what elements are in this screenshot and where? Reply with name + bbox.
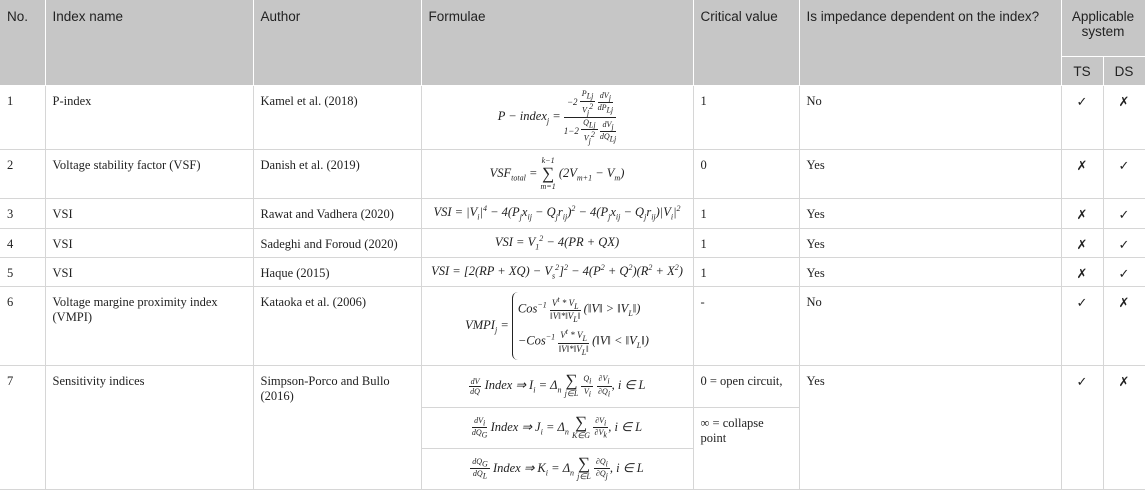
cell-index-name: Voltage stability factor (VSF) xyxy=(45,149,253,198)
cell-ds: ✓ xyxy=(1103,228,1145,257)
cell-no: 2 xyxy=(0,149,45,198)
header-applicable-system: Applicable system xyxy=(1061,0,1145,57)
cell-no: 5 xyxy=(0,257,45,286)
cell-index-name: Voltage margine proximity index (VMPI) xyxy=(45,286,253,365)
cell-ts: ✗ xyxy=(1061,257,1103,286)
cell-critical-value: 0 = open circuit, xyxy=(693,365,799,407)
header-critical-value: Critical value xyxy=(693,0,799,86)
table-row xyxy=(0,286,1145,365)
cell-no: 6 xyxy=(0,286,45,365)
cell-impedance: Yes xyxy=(799,365,1061,489)
cell-critical-value: 1 xyxy=(693,198,799,228)
table-row xyxy=(0,365,1145,407)
cell-critical-value: 1 xyxy=(693,228,799,257)
header-ds: DS xyxy=(1103,57,1145,86)
cell-ts: ✗ xyxy=(1061,149,1103,198)
header-no: No. xyxy=(0,0,45,86)
cell-author: Kamel et al. (2018) xyxy=(253,86,421,150)
cell-impedance: Yes xyxy=(799,198,1061,228)
cell-critical-value: - xyxy=(693,286,799,365)
cell-author: Danish et al. (2019) xyxy=(253,149,421,198)
cell-critical-value-2: ∞ = collapse point xyxy=(693,407,799,489)
formula-vmpi: $VMPI_j$ = Cos$^{-1}$ $\frac{V^t * V_L}{‖V‖*‖V_L‖}$ (‖V‖ > $‖V_L‖$) −Cos$^{-1}$ $\frac{V^t * V_L}{‖V‖*‖V_L‖}$ (‖V‖ < $‖V_L‖$) xyxy=(421,286,693,365)
cell-impedance: No xyxy=(799,86,1061,150)
cell-no: 7 xyxy=(0,365,45,489)
cell-index-name: VSI xyxy=(45,198,253,228)
cell-ts: ✓ xyxy=(1061,286,1103,365)
header-index-name: Index name xyxy=(45,0,253,86)
cell-ts: ✗ xyxy=(1061,198,1103,228)
cell-ds: ✓ xyxy=(1103,198,1145,228)
cell-ts: ✓ xyxy=(1061,365,1103,489)
cell-ds: ✗ xyxy=(1103,365,1145,489)
table-row xyxy=(0,86,1145,150)
cell-ds: ✓ xyxy=(1103,149,1145,198)
cell-index-name: VSI xyxy=(45,228,253,257)
cell-ds: ✗ xyxy=(1103,286,1145,365)
cell-critical-value: 1 xyxy=(693,86,799,150)
cell-author: Kataoka et al. (2006) xyxy=(253,286,421,365)
cell-ts: ✗ xyxy=(1061,228,1103,257)
cell-critical-value: 1 xyxy=(693,257,799,286)
cell-no: 3 xyxy=(0,198,45,228)
cell-no: 1 xyxy=(0,86,45,150)
table-row xyxy=(0,198,1145,228)
cell-ts: ✓ xyxy=(1061,86,1103,150)
cell-index-name: P-index xyxy=(45,86,253,150)
cell-impedance: Yes xyxy=(799,149,1061,198)
cell-critical-value: 0 xyxy=(693,149,799,198)
cell-author: Rawat and Vadhera (2020) xyxy=(253,198,421,228)
cell-index-name: Sensitivity indices xyxy=(45,365,253,489)
formula-sensitivity-k: $\frac{dQ_G}{dQ_L}$ Index ⇒ $K_i = \Delta_n$ ∑ j∈L $\frac{\partial Q_i}{\partial Q_j}$ , i ∈ L xyxy=(421,448,693,489)
table-row xyxy=(0,257,1145,286)
header-impedance: Is impedance dependent on the index? xyxy=(799,0,1061,86)
table-row xyxy=(0,149,1145,198)
formula-vsi-rawat: VSI = $|V_i|^4 - 4(P_jx_{ij} - Q_jr_{ij})^2 - 4(P_jx_{ij} - Q_jr_{ij})|V_i|^2$ xyxy=(421,198,693,228)
cell-impedance: Yes xyxy=(799,257,1061,286)
header-ts: TS xyxy=(1061,57,1103,86)
cell-impedance: Yes xyxy=(799,228,1061,257)
cell-impedance: No xyxy=(799,286,1061,365)
cell-ds: ✗ xyxy=(1103,86,1145,150)
formula-sensitivity-i: $\frac{dV}{dQ}$ Index ⇒ $I_i = \Delta_n$ ∑ j∈L $\frac{Q_i}{V_i}$ $\frac{\partial V_i}{\partial Q_i}$ , i ∈ L xyxy=(421,365,693,407)
cell-author: Simpson-Porco and Bullo (2016) xyxy=(253,365,421,489)
formula-sensitivity-j: $\frac{dV_i}{dQ_G}$ Index ⇒ $J_i = \Delta_n$ ∑ K∈G $\frac{\partial V_i}{\partial V_k}$ , i ∈ L xyxy=(421,407,693,448)
formula-vsf: $VSF_{total} = k-1$ ∑ m=1 $(2V_{m+1} - V_m)$ xyxy=(421,149,693,198)
cell-author: Sadeghi and Foroud (2020) xyxy=(253,228,421,257)
formula-p-index: P − index$_j$ = −2 $\frac{P_{Lj}}{V_j^2}$ $\frac{dV_j}{dP_{Lj}}$ 1−2 $\frac{Q_{Lj}}{V_j^2}$ $\frac{dV_j}{dQ_{Lj}}$ xyxy=(421,86,693,150)
header-author: Author xyxy=(253,0,421,86)
table-row xyxy=(0,228,1145,257)
cell-no: 4 xyxy=(0,228,45,257)
cell-ds: ✓ xyxy=(1103,257,1145,286)
cell-index-name: VSI xyxy=(45,257,253,286)
header-formulae: Formulae xyxy=(421,0,693,86)
cell-author: Haque (2015) xyxy=(253,257,421,286)
formula-vsi-haque: VSI = $[2(RP + XQ) - V_s^2]^2 - 4(P^2 + Q^2)(R^2 + X^2)$ xyxy=(421,257,693,286)
formula-vsi-sadeghi: VSI = $V_1^2 - 4(PR + QX)$ xyxy=(421,228,693,257)
